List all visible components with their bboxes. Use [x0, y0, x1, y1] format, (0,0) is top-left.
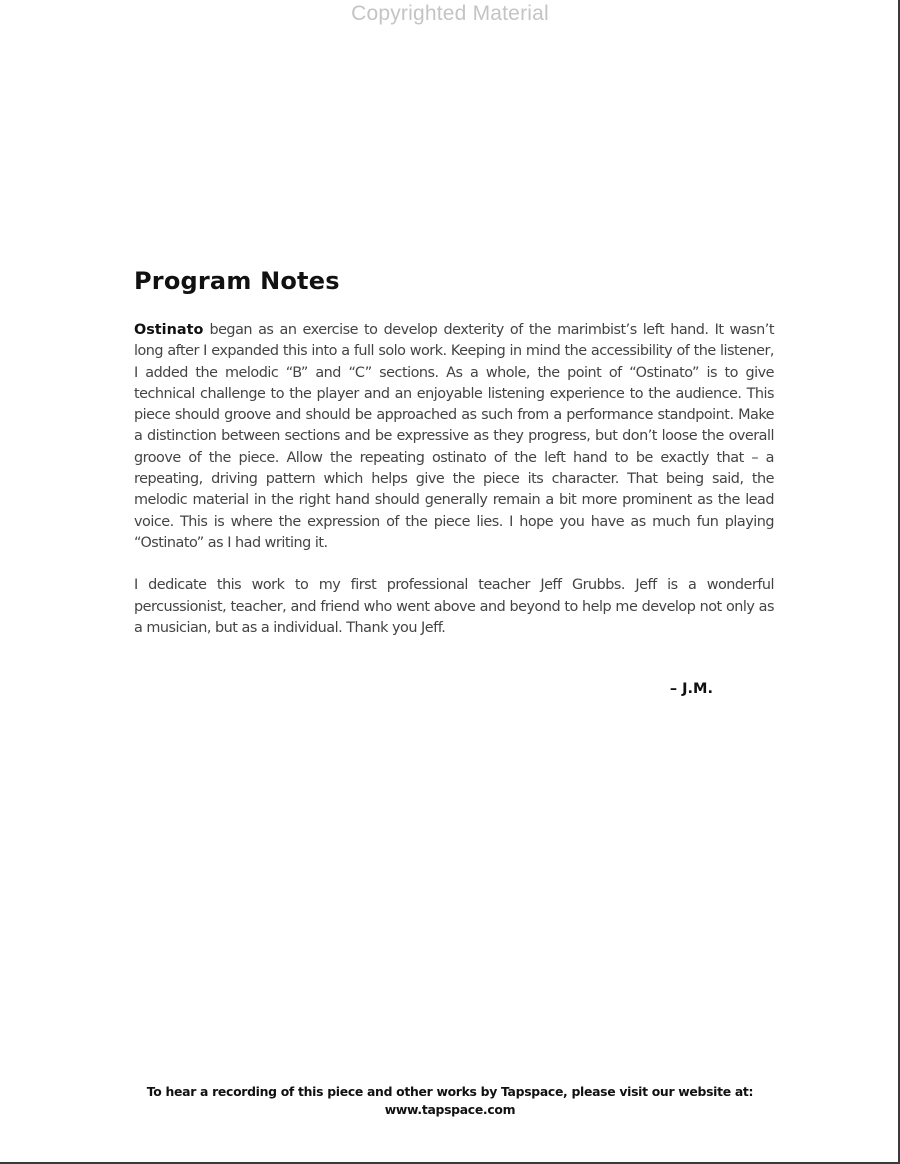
copyright-watermark: Copyrighted Material — [351, 2, 549, 25]
author-signature: – J.M. — [669, 681, 713, 697]
page-title: Program Notes — [134, 267, 340, 295]
notes-paragraph-2: I dedicate this work to my first professional teacher Jeff Grubbs. Jeff is a wonderful percussionist, teacher, and friend who went above and beyond to help me develop not only as a musician, but as a individual. Thank you Jeff. — [134, 577, 774, 636]
footer-website-link[interactable]: www.tapspace.com — [384, 1102, 516, 1117]
notes-paragraph-1-text: began as an exercise to develop dexterity of the marimbist’s left hand. It wasn’t long after I expanded this into a full solo work. Keeping in mind the accessibility of the listener, I added the melodic “B” and “C” sections. As a whole, the point of “Ostinato” is to give technical challenge to the player and an enjoyable listening experience to the audience. This piece should groove and should be approached as such from a performance standpoint. Make a distinction between sections and be expressive as they progress, but don’t loose the overall groove of the piece. Allow the repeating ostinato of the left hand to be exactly that – a repeating, driving pattern which helps give the piece its character. That being said, the melodic material in the right hand should generally remain a bit more prominent as the lead voice. This is where the expression of the piece lies. I hope you have as much fun playing “Ostinato” as I had writing it. — [134, 322, 774, 551]
notes-paragraph-1 — [134, 320, 774, 554]
piece-title-term: Ostinato — [134, 322, 204, 338]
footer — [0, 1083, 900, 1119]
footer-recording-text: To hear a recording of this piece and other works by Tapspace, please visit our website at: — [146, 1084, 754, 1099]
program-notes-body — [134, 320, 774, 639]
